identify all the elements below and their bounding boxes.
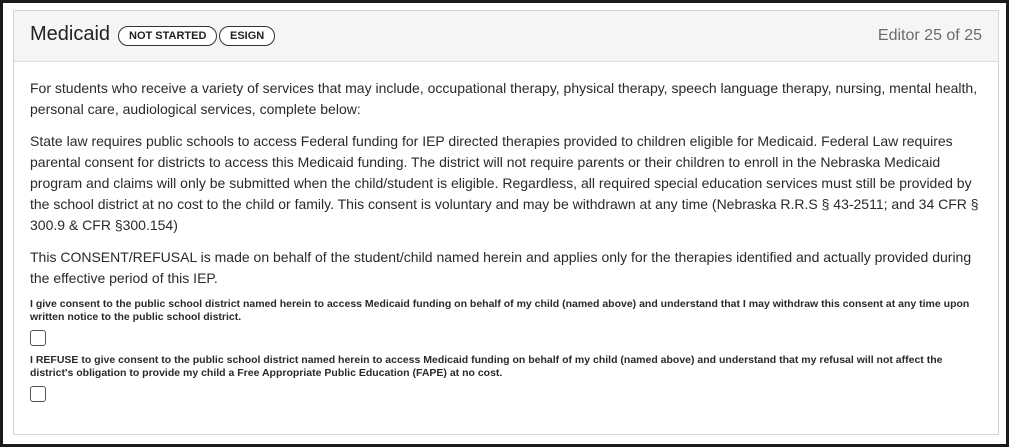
editor-title: Medicaid xyxy=(30,23,111,45)
esign-badge: ESIGN xyxy=(219,26,275,46)
editor-header xyxy=(14,11,998,62)
editor-count: Editor 25 of 25 xyxy=(877,27,982,44)
consent-checkbox[interactable] xyxy=(30,330,46,346)
consent-option xyxy=(30,298,982,346)
refusal-option xyxy=(30,354,982,402)
medicaid-editor-panel xyxy=(13,10,999,435)
refusal-option-label: I REFUSE to give consent to the public school district named herein to access Medicaid funding on behalf of my child (named above) and understand that my refusal will not affect the district's obligation to provide my child a Free Appropriate Public Education (FAPE) at no cost. xyxy=(30,354,943,379)
refusal-checkbox[interactable] xyxy=(30,386,46,402)
status-badge: NOT STARTED xyxy=(118,26,217,46)
editor-body xyxy=(14,62,998,402)
consent-option-label: I give consent to the public school district named herein to access Medicaid funding on behalf of my child (named above) and understand that I may withdraw this consent at any time upon written notice to the public school district. xyxy=(30,298,970,323)
consent-refusal-paragraph: This CONSENT/REFUSAL is made on behalf of the student/child named herein and applies only for the therapies identified and actually provided during the effective period of this IEP. xyxy=(30,249,972,286)
intro-paragraph: For students who receive a variety of services that may include, occupational therapy, physical therapy, speech language therapy, nursing, mental health, personal care, audiological services, complete below: xyxy=(30,80,978,117)
state-law-paragraph: State law requires public schools to access Federal funding for IEP directed therapies provided to children eligible for Medicaid. Federal Law requires parental consent for districts to access this Medicaid funding. The district will not require parents or their children to enroll in the Nebraska Medicaid program and claims will only be submitted when the child/student is eligible. Regardless, all required special education services must still be provided by the school district at no cost to the child or family. This consent is voluntary and may be withdrawn at any time (Nebraska R.R.S § 43-2511; and 34 CFR § 300.9 & CFR §300.154) xyxy=(30,133,979,233)
